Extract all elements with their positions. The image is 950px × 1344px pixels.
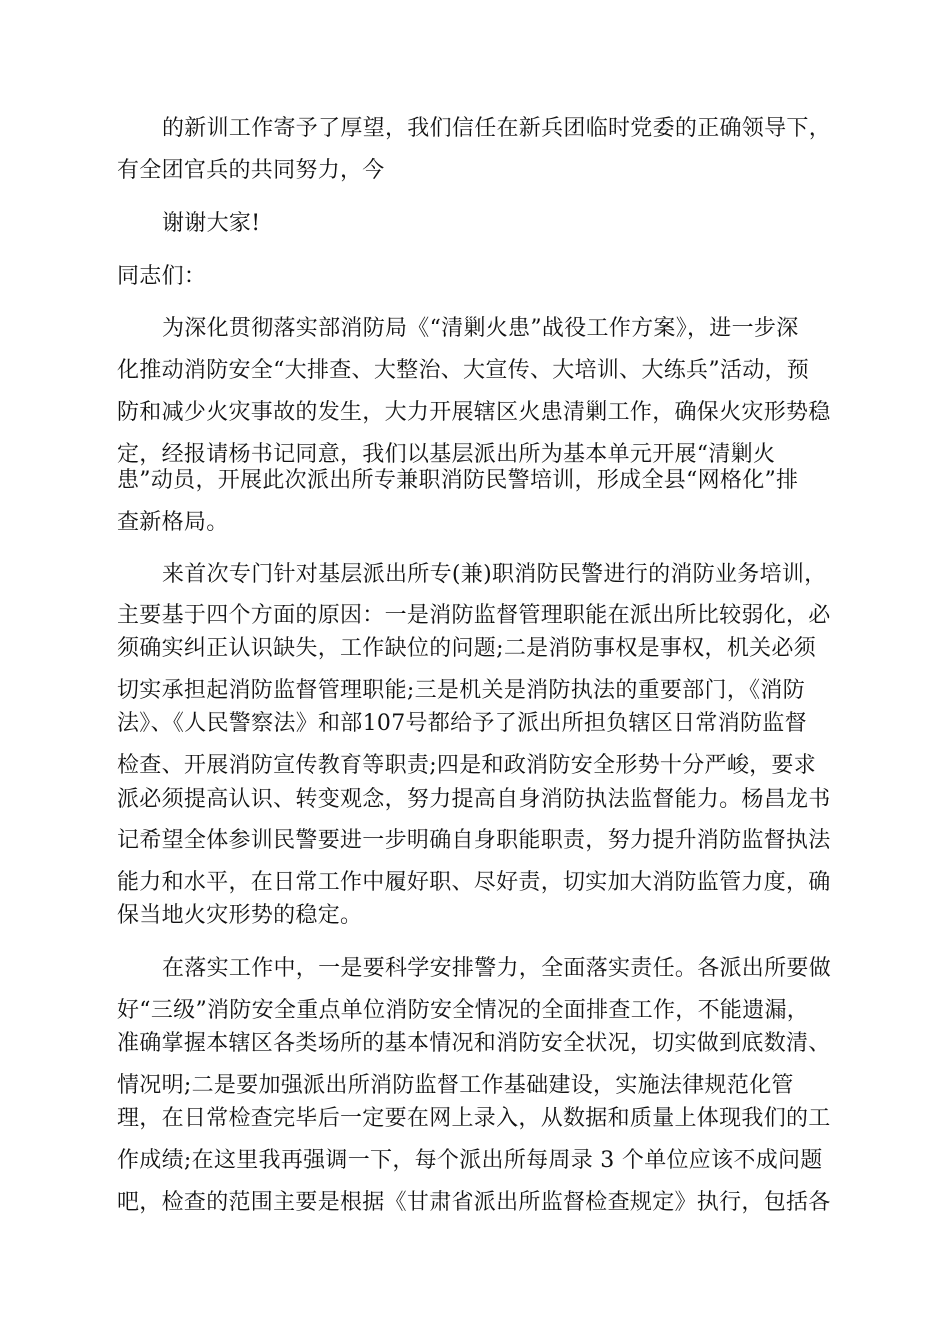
para-3-line-3: 准确掌握本辖区各类场所的基本情况和消防安全状况，切实做到底数清、 — [117, 1031, 831, 1056]
para-2-line-4: 切实承担起消防监督管理职能;三是机关是消防执法的重要部门，《消防 — [117, 678, 806, 703]
para-2-line-3: 须确实纠正认识缺失，工作缺位的问题;二是消防事权是事权，机关必须 — [117, 636, 817, 661]
para-1-line-3: 防和减少火灾事故的发生，大力开展辖区火患清剿工作，确保火灾形势稳 — [117, 400, 831, 425]
para-3-line-1: 在落实工作中，一是要科学安排警力，全面落实责任。各派出所要做 — [162, 956, 832, 981]
para-2-line-7: 派必须提高认识、转变观念，努力提高自身消防执法监督能力。杨昌龙书 — [117, 787, 831, 812]
para-2-line-10: 保当地火灾形势的稳定。 — [117, 903, 363, 928]
para-2-line-2: 主要基于四个方面的原因：一是消防监督管理职能在派出所比较弱化，必 — [117, 603, 831, 628]
para-3-line-4: 情况明;二是要加强派出所消防监督工作基础建设，实施法律规范化管 — [117, 1073, 794, 1098]
para-2-line-9: 能力和水平，在日常工作中履好职、尽好责，切实加大消防监管力度，确 — [117, 870, 831, 895]
para-3-line-5: 理，在日常检查完毕后一定要在网上录入，从数据和质量上体现我们的工 — [117, 1106, 831, 1131]
para-2-line-1: 来首次专门针对基层派出所专(兼)职消防民警进行的消防业务培训， — [162, 562, 827, 587]
para-2-line-6: 检查、开展消防宣传教育等职责;四是和政消防安全形势十分严峻，要求 — [117, 753, 817, 778]
para-1-line-6: 查新格局。 — [117, 510, 229, 535]
para-1-line-1: 为深化贯彻落实部消防局《“清剿火患”战役工作方案》，进一步深 — [162, 316, 799, 341]
para-3-line-7: 吧，检查的范围主要是根据《甘肃省派出所监督检查规定》执行，包括各 — [117, 1190, 831, 1215]
salutation-line: 同志们： — [117, 264, 207, 289]
intro-line-2: 有全团官兵的共同努力，今 — [117, 158, 385, 183]
thanks-line: 谢谢大家! — [162, 211, 261, 236]
para-3-line-2: 好“三级”消防安全重点单位消防安全情况的全面排查工作，不能遗漏， — [117, 998, 810, 1023]
para-2-line-5: 法》、《人民警察法》和部107号都给予了派出所担负辖区日常消防监督 — [117, 711, 807, 736]
intro-line-1: 的新训工作寄予了厚望，我们信任在新兵团临时党委的正确领导下， — [162, 116, 832, 141]
para-2-line-8: 记希望全体参训民警要进一步明确自身职能职责，努力提升消防监督执法 — [117, 828, 831, 853]
para-1-line-4: 定，经报请杨书记同意，我们以基层派出所为基本单元开展“清剿火 — [117, 442, 776, 467]
para-1-line-5: 患”动员，开展此次派出所专兼职消防民警培训，形成全县“网格化”排 — [117, 468, 799, 493]
para-3-line-6: 作成绩;在这里我再强调一下，每个派出所每周录 3 个单位应该不成问题 — [117, 1148, 823, 1173]
para-1-line-2: 化推动消防安全“大排查、大整治、大宣传、大培训、大练兵”活动，预 — [117, 358, 810, 383]
